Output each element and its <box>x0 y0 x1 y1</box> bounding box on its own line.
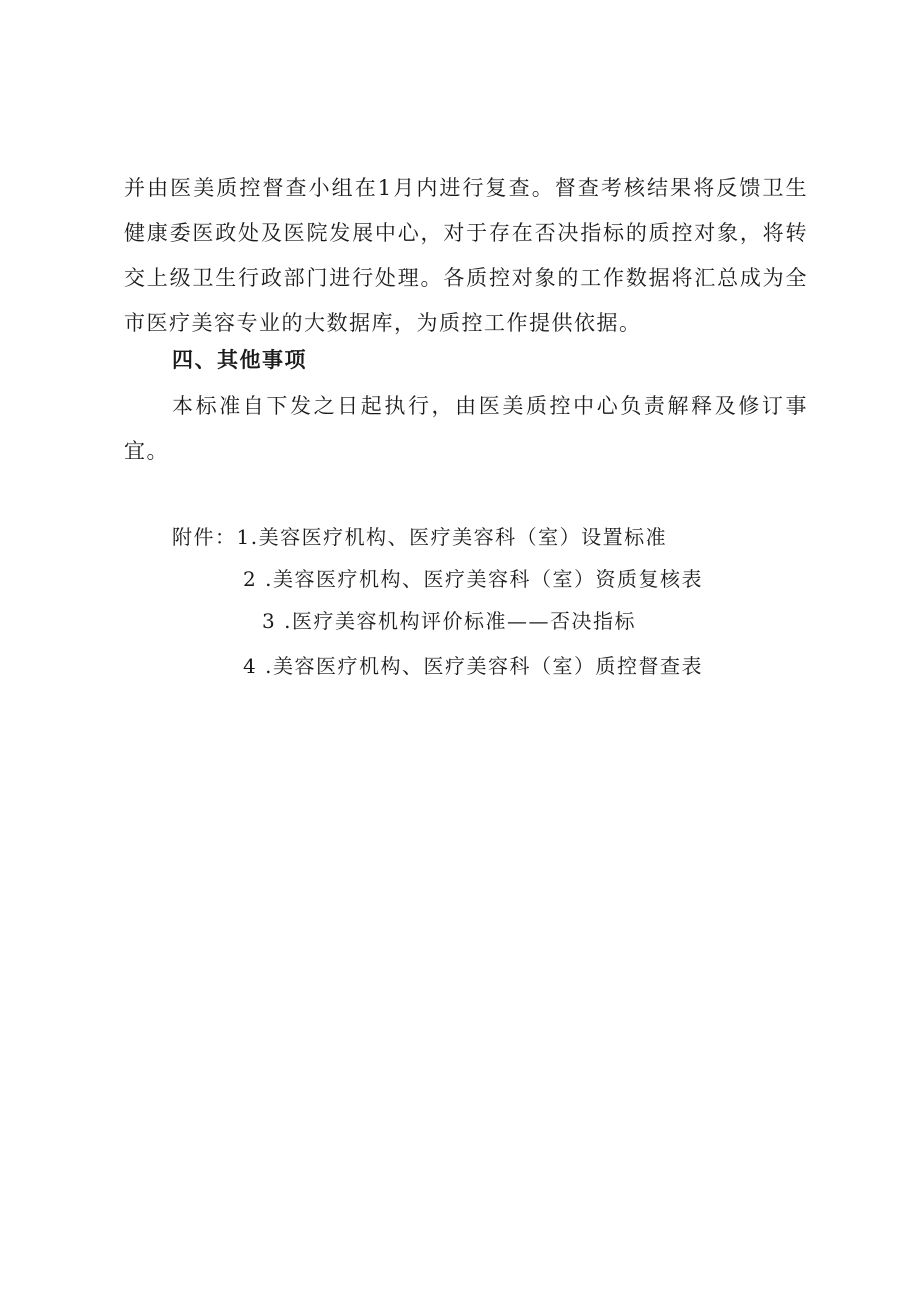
attachment-item-2: 2 .美容医疗机构、医疗美容科（室）资质复核表 <box>243 567 703 591</box>
attachment-item-3: 3 .医疗美容机构评价标准——否决指标 <box>262 609 636 633</box>
paragraph-continuation: 并由医美质控督查小组在1月内进行复查。督查考核结果将反馈卫生健康委医政处及医院发展中心，对于存在否决指标的质控对象，将转交上级卫生行政部门进行处理。各质控对象的工作数据将汇总成为全市医疗美容专业的大数据库，为质控工作提供依据。 <box>124 176 808 335</box>
section-paragraph: 本标准自下发之日起执行，由医美质控中心负责解释及修订事宜。 <box>124 394 808 463</box>
attachment-item-1: 附件：1.美容医疗机构、医疗美容科（室）设置标准 <box>172 525 668 549</box>
attachment-item-4: 4 .美容医疗机构、医疗美容科（室）质控督查表 <box>243 654 703 678</box>
section-heading: 四、其他事项 <box>172 348 307 372</box>
